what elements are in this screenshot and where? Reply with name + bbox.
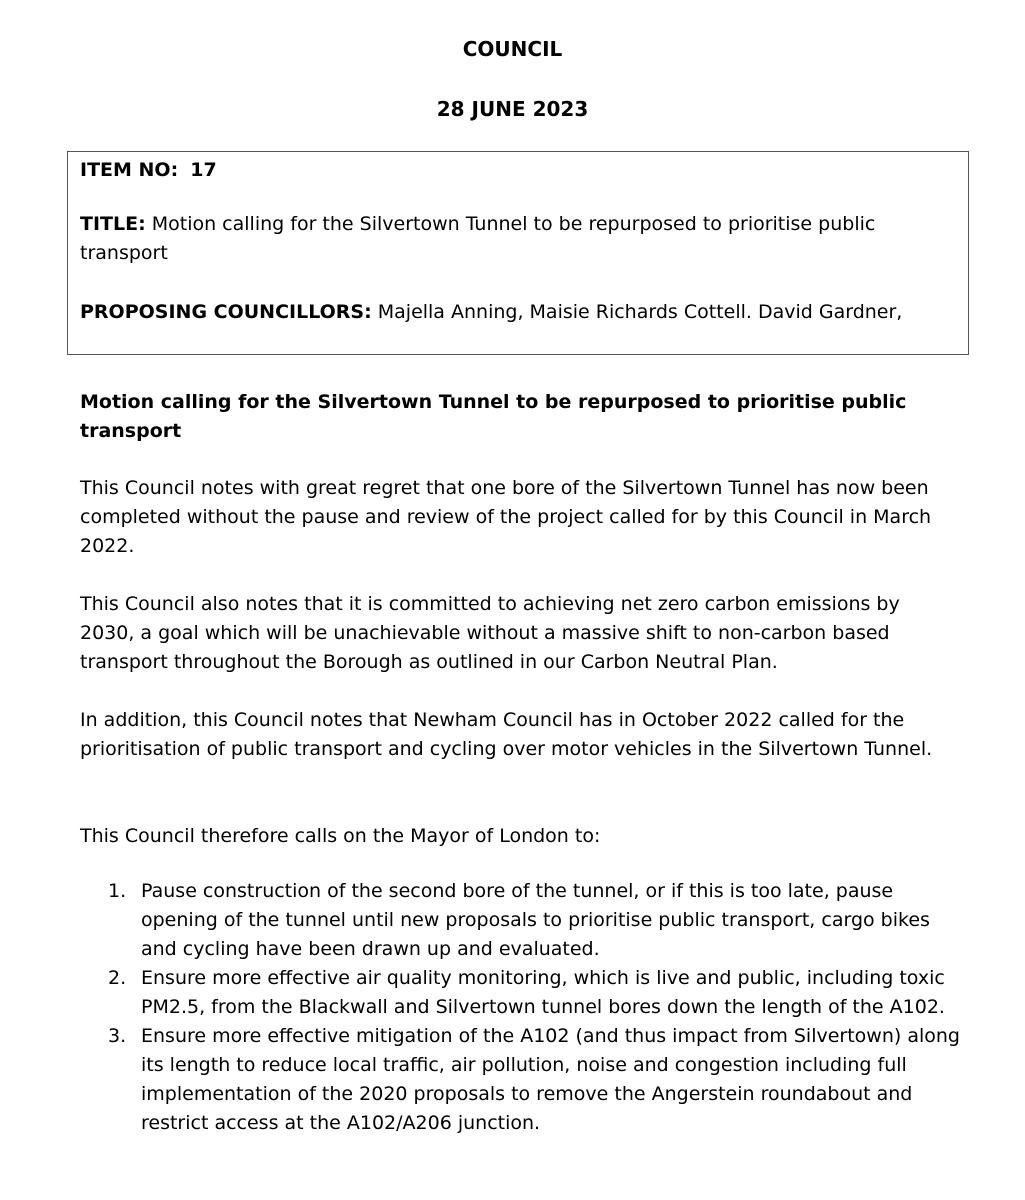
- proposers-text: Majella Anning, Maisie Richards Cottell. David Gardner,: [377, 301, 903, 323]
- item-title-text: Motion calling for the Silvertown Tunnel to be repurposed to prioritise public transport: [80, 213, 876, 264]
- motion-paragraph: In addition, this Council notes that Newham Council has in October 2022 called for the prioritisation of public transport and cycling over motor vehicles in the Silvertown Tunnel.: [80, 709, 933, 760]
- list-item: [80, 877, 960, 964]
- demands-list: [80, 877, 960, 1138]
- proposers-line: [80, 298, 960, 327]
- motion-paragraph: This Council also notes that it is committed to achieving net zero carbon emissions by 2030, a goal which will be unachievable without a massive shift to non-carbon based transport throughout the Borough as outlined in our Carbon Neutral Plan.: [80, 593, 900, 673]
- proposers-label: PROPOSING COUNCILLORS:: [80, 301, 372, 323]
- list-item-text: Ensure more effective air quality monitoring, which is live and public, including toxic PM2.5, from the Blackwall and Silvertown tunnel bores down the length of the A102.: [141, 967, 945, 1018]
- item-title-line: [80, 210, 960, 268]
- motion-heading: Motion calling for the Silvertown Tunnel to be repurposed to prioritise public transport: [80, 391, 907, 442]
- motion-paragraph: This Council therefore calls on the Mayor of London to:: [80, 825, 601, 847]
- list-item-number: 2.: [108, 967, 127, 989]
- list-item: [80, 964, 960, 1022]
- item-title-label: TITLE:: [80, 213, 146, 235]
- item-number-label: ITEM NO:: [80, 159, 179, 181]
- list-item-number: 3.: [108, 1025, 127, 1047]
- list-item-text: Ensure more effective mitigation of the A102 (and thus impact from Silvertown) along its length to reduce local traffic, air pollution, noise and congestion including full implementation of the 2020 proposals to remove the Angerstein roundabout and restrict access at the A102/A206 junction.: [141, 1025, 960, 1134]
- list-item: [80, 1022, 960, 1138]
- item-number-value: 17: [190, 159, 217, 181]
- motion-paragraph: This Council notes with great regret that one bore of the Silvertown Tunnel has now been completed without the pause and review of the project called for by this Council in March 2022.: [80, 477, 932, 557]
- meeting-date: 28 JUNE 2023: [436, 97, 589, 121]
- item-number-line: [80, 156, 960, 185]
- list-item-number: 1.: [108, 880, 127, 902]
- item-details-box: [67, 151, 969, 355]
- council-heading: COUNCIL: [462, 37, 563, 61]
- list-item-text: Pause construction of the second bore of the tunnel, or if this is too late, pause opening of the tunnel until new proposals to prioritise public transport, cargo bikes and cycling have been drawn up and evaluated.: [141, 880, 930, 960]
